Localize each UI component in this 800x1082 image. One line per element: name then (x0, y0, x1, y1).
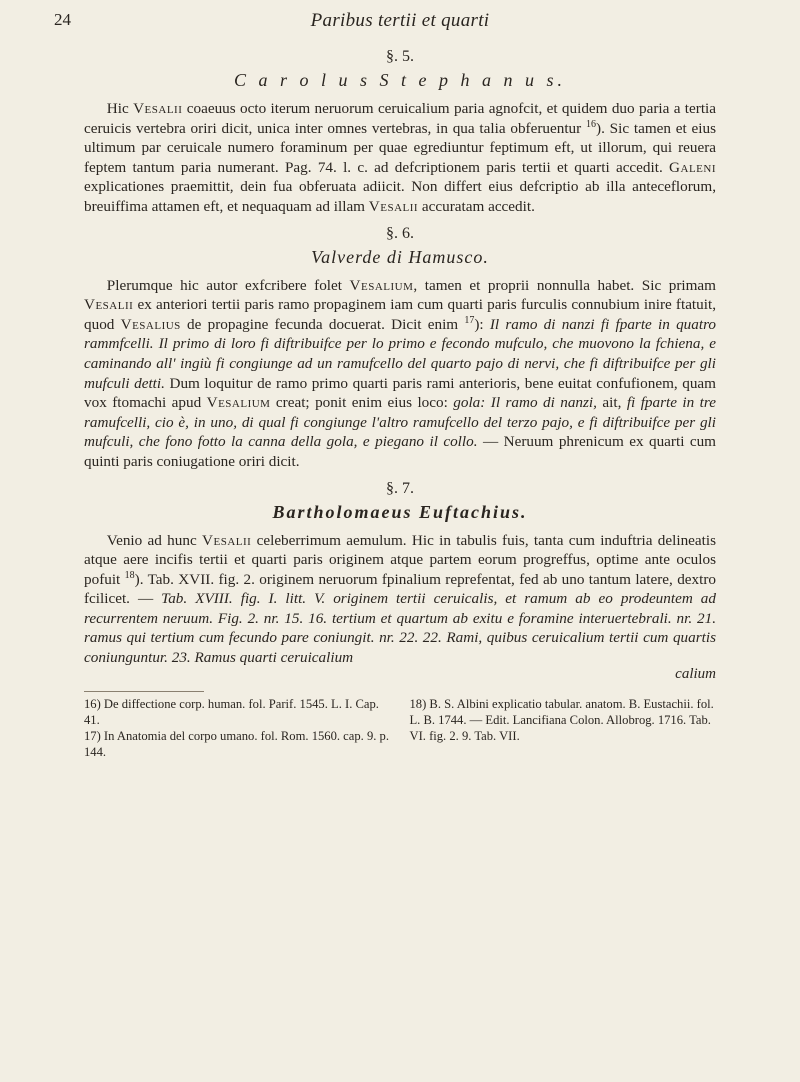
section-text: Hic Vesalii coaeuus octo iterum neruorum ceruicalium paria agnofcit, et quidem duo paria a tertia ceruicis vertebra oriri dicit, unica inter omnes vertebras, in qua talia obferuentur $^{16}$). Sic tamen et eius ultimum par ceruicale numero foraminum per quae egrediuntur feptimum eft, ut illorum, qui reuera feptem tantum paria numerant. Pag. 74. l. c. ad defcriptionem paris tertii et quarti accedit. Galeni explicationes praemittit, dein fua obferuata adiicit. Non differt eius defcriptio ab illa anteceflorum, breuiffima attamen eft, et nequaquam ad illam Vesalii accuratam accedit. (84, 100, 716, 215)
footnote-rule (84, 691, 204, 692)
section-number: §. 5. (386, 48, 414, 65)
section-text: Venio ad hunc Vesalii celeberrimum aemulum. Hic in tabulis fuis, tanta cum induftria delineatis atque aere incifis tertii et quarti paris originem atque partem eorum progreffus, optime ante oculos pofuit $^{18}$). Tab. XVII. fig. 2. originem neruorum fpinalium reprefentat, fed ab uno tantum latere, dextro fcilicet. — Tab. XVIII. fig. I. litt. V. originem tertii ceruicalis, et ramum ab eo prodeuntem ad recurrentem neruum. Fig. 2. nr. 15. 16. tertium et quartum ab exitu e foramine interuertebrali. nr. 21. ramus qui tertium cum fecundo pare coniungit. nr. 22. 22. Rami, quibus ceruicalium tertii cum quartis coniunguntur. 23. Ramus quarti ceruicalium (84, 531, 716, 667)
section-number: §. 7. (386, 479, 414, 497)
footnotes-right (409, 696, 716, 760)
running-title: Paribus tertii et quarti (310, 10, 490, 31)
footnote: 18) B. S. Albini explicatio tabular. anatom. B. Eustachii. fol. L. B. 1744. — Edit. Lancifiana Colon. Allobrog. 1716. Tab. VI. fig. 2. 9. Tab. VII. (409, 696, 714, 743)
footnotes-left (84, 696, 391, 760)
running-head (0, 8, 800, 38)
footnote: 17) In Anatomia del corpo umano. fol. Rom. 1560. cap. 9. p. 144. (84, 728, 389, 759)
catchword: calium (675, 665, 716, 682)
footnote: 16) De diffectione corp. human. fol. Parif. 1545. L. I. Cap. 41. (84, 696, 379, 727)
section-5 (84, 48, 716, 217)
section-heading: C a r o l u s S t e p h a n u s. (233, 70, 566, 90)
page-number: 24 (54, 10, 71, 29)
section-7 (84, 480, 716, 683)
section-number: §. 6. (386, 224, 414, 242)
footnotes (84, 696, 716, 760)
section-6 (84, 225, 716, 472)
section-text: Plerumque hic autor exfcribere folet Vesalium, tamen et proprii nonnulla habet. Sic primam Vesalii ex anteriori tertii paris ramo propaginem iam cum quarti paris furculis connubium inire ftatuit, quod Vesalius de propagine fecunda docuerat. Dicit enim $^{17}$): Il ramo di nanzi fi fparte in quatro rammfcelli. Il primo di loro fi diftribuifce per lo primo e fecondo mufculo, che muovono la fchiena, e caminando all' ingiù fi congiunge ad un ramufcello del quarto pajo di nervi, che fi diftribuifce per gli mufculi detti. Dum loquitur de ramo primo quarti paris rami anterioris, bene euitat confufionem, quam vox ftomachi apud Vesalium creat; ponit enim eius loco: gola: Il ramo di nanzi, ait, fi fparte in tre ramufcelli, cio è, in uno, di qual fi congiunge l'altro ramufcello del terzo pajo, e fi diftribuifce per gli mufculi, che fono fotto la canna della gola, e piegano il collo. — Neruum phrenicum ex quarti cum quinti paris coniugatione oriri dicit. (84, 276, 717, 470)
section-heading: Bartholomaeus Euftachius. (272, 501, 528, 522)
page-content (84, 48, 716, 760)
section-heading: Valverde di Hamusco. (311, 246, 489, 267)
